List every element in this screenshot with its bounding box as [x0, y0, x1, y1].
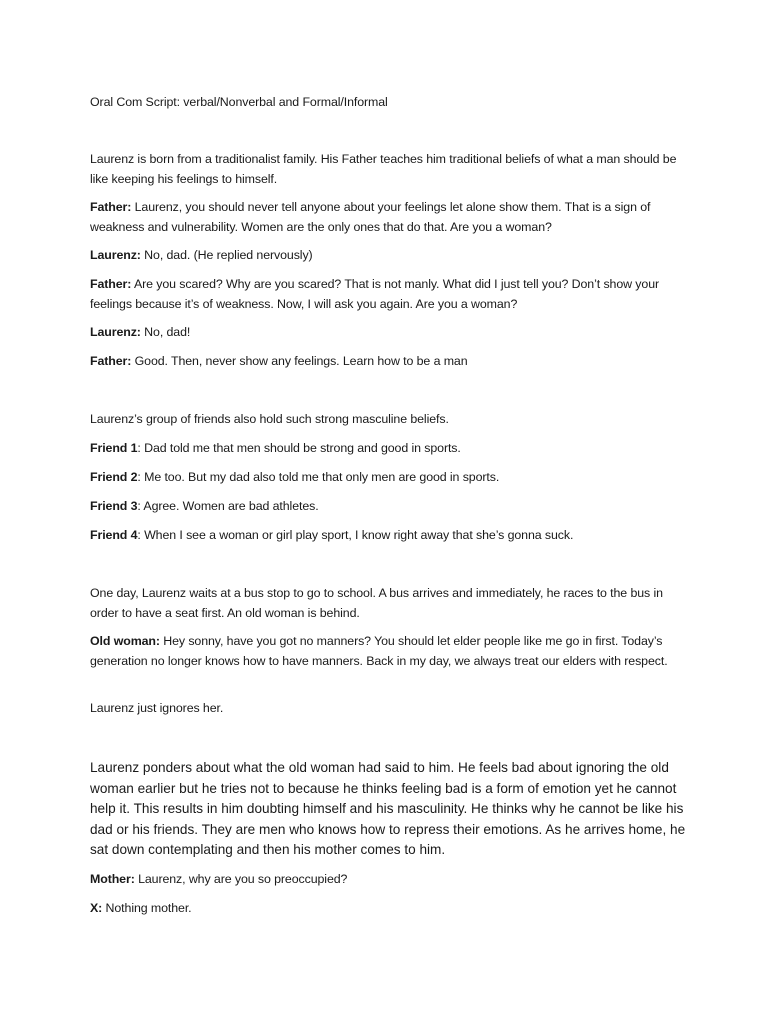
dialogue-line [90, 275, 690, 314]
speaker-label: Friend 3 [90, 499, 138, 513]
dialogue-line [90, 632, 690, 671]
speaker-label: Friend 2 [90, 470, 138, 484]
speaker-label: Mother: [90, 872, 135, 886]
speaker-label: X: [90, 901, 103, 915]
dialogue-line [90, 497, 690, 517]
dialogue-text: No, dad. (He replied nervously) [140, 248, 313, 262]
speaker-label: Father: [90, 200, 132, 214]
narration-paragraph: Laurenz ponders about what the old woman had said to him. He feels bad about ignoring the old woman earlier but he tries not to because he thinks feeling bad is a form of emotion yet he cannot help it. This results in him doubting himself and his masculinity. He thinks why he cannot be like his dad or his friends. They are men who knows how to repress their emotions. As he arrives home, he sat down contemplating and then his mother comes to him. [90, 760, 686, 857]
speaker-label: Laurenz: [90, 325, 141, 339]
speaker-label: Father: [90, 354, 132, 368]
dialogue-line [90, 526, 690, 546]
speaker-label: Old woman: [90, 634, 160, 648]
speaker-label: Father: [90, 277, 132, 291]
dialogue-text: No, dad! [140, 325, 191, 339]
dialogue-line [90, 246, 690, 266]
dialogue-text: Are you scared? Why are you scared? That is not manly. What did I just tell you? Don’t show your feelings because it’s of weakness. Now, I will ask you again. Are you a woman? [90, 277, 660, 311]
narration-paragraph: Laurenz’s group of friends also hold such strong masculine beliefs. [90, 412, 449, 426]
dialogue-text: Laurenz, why are you so preoccupied? [134, 872, 348, 886]
dialogue-text: Hey sonny, have you got no manners? You should let elder people like me go in first. Today’s generation no longer knows how to have manners. Back in my day, we always treat our elders with respect. [90, 634, 668, 668]
document-title: Oral Com Script: verbal/Nonverbal and Formal/Informal [90, 95, 388, 109]
dialogue-text: : Agree. Women are bad athletes. [137, 499, 319, 513]
dialogue-line [90, 439, 690, 459]
speaker-label: Friend 1 [90, 441, 138, 455]
narration-paragraph: One day, Laurenz waits at a bus stop to go to school. A bus arrives and immediately, he races to the bus in order to have a seat first. An old woman is behind. [90, 586, 663, 620]
dialogue-line [90, 198, 690, 237]
dialogue-line [90, 870, 690, 890]
dialogue-text: : Me too. But my dad also told me that only men are good in sports. [137, 470, 500, 484]
dialogue-text: Nothing mother. [102, 901, 192, 915]
dialogue-line [90, 352, 690, 372]
dialogue-text: Good. Then, never show any feelings. Learn how to be a man [131, 354, 468, 368]
speaker-label: Laurenz: [90, 248, 141, 262]
narration-paragraph: Laurenz is born from a traditionalist family. His Father teaches him traditional beliefs of what a man should be like keeping his feelings to himself. [90, 152, 677, 186]
narration-paragraph: Laurenz just ignores her. [90, 701, 224, 715]
speaker-label: Friend 4 [90, 528, 138, 542]
dialogue-line [90, 899, 690, 919]
dialogue-text: Laurenz, you should never tell anyone about your feelings let alone show them. That is a sign of weakness and vulnerability. Women are the only ones that do that. Are you a woman? [90, 200, 651, 234]
dialogue-line [90, 468, 690, 488]
dialogue-text: : Dad told me that men should be strong and good in sports. [137, 441, 461, 455]
dialogue-text: : When I see a woman or girl play sport, I know right away that she’s gonna suck. [137, 528, 574, 542]
dialogue-line [90, 323, 690, 343]
